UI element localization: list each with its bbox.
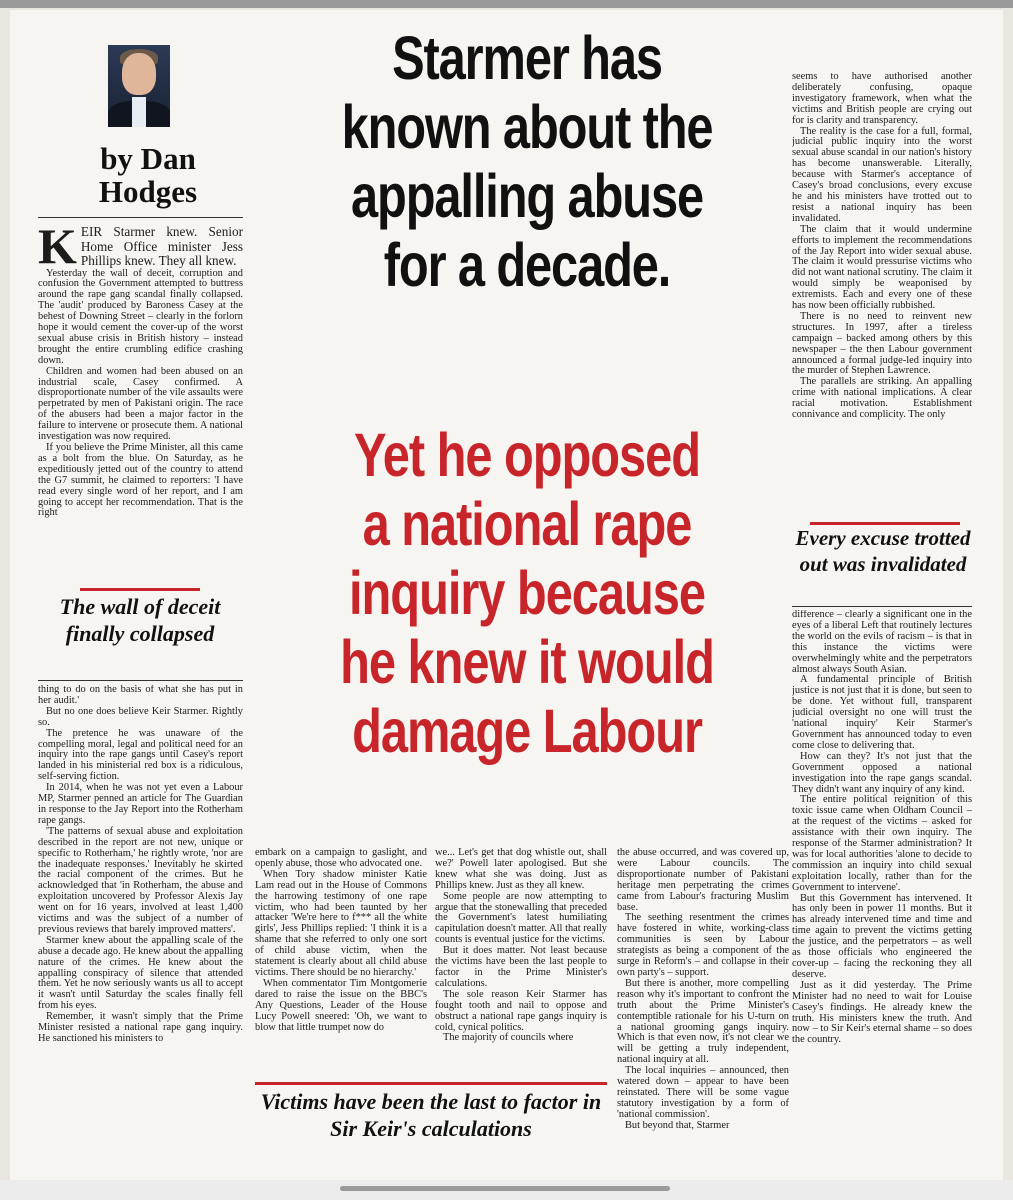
paragraph: seems to have authorised another deliberately confusing, opaque investigatory framework, when what the victims and British people are crying out for is clarity and transparency. bbox=[792, 72, 972, 126]
subhead-line: damage Labour bbox=[352, 697, 702, 765]
drop-cap: K bbox=[38, 225, 77, 274]
paragraph: But there is another, more compelling reason why it's important to confront the truth about the Prime Minister's contemptible rationale for his U-turn on a national grooming gangs inquiry. Which is that even now, it's not clear we will be getting a truly independent, national inquiry at all. bbox=[617, 977, 789, 1066]
article-column-2 bbox=[255, 848, 427, 1080]
author-photo bbox=[108, 45, 170, 127]
paragraph: The sole reason Keir Starmer has fought tooth and nail to oppose and obstruct a national rape gangs inquiry is cold, cynical politics. bbox=[435, 988, 607, 1033]
paragraph: The pretence he was unaware of the compelling moral, legal and political need for an inquiry into the rape gangs until Casey's report landed in his ministerial red box is a ridiculous, self-serving fiction. bbox=[38, 727, 243, 783]
headline-line: Starmer has bbox=[392, 24, 662, 92]
paragraph: Starmer knew about the appalling scale of the abuse a decade ago. He knew about the appalling nature of the crimes. He knew about the appalling conspiracy of silence that attended them. Yet he now seriously wants us all to accept it wasn't until Saturday the scales finally fell from his eyes. bbox=[38, 934, 243, 1012]
subhead-line: a national rape bbox=[362, 490, 692, 558]
paragraph: The seething resentment the crimes have fostered in white, working-class communities is seen by Labour strategists as being a component of the surge in Reform's – and collapse in their own party's – support. bbox=[617, 912, 789, 978]
phone-status-strip bbox=[0, 0, 1013, 8]
subhead-line: he knew it would bbox=[340, 628, 714, 696]
lead-paragraph: KEIR Starmer knew. Senior Home Office minister Jess Phillips knew. They all knew. bbox=[38, 225, 243, 274]
subhead-line: Yet he opposed bbox=[353, 421, 701, 489]
paragraph: difference – clearly a significant one in the eyes of a liberal Left that routinely lectures the world on the evils of racism – is that in this instance the victims were overwhelmingly white and the perpetrators almost always South Asian. bbox=[792, 610, 972, 675]
paragraph: 'The patterns of sexual abuse and exploitation described in the report are not new, unique or specific to Rotherham,' he rightly wrote, 'nor are the inadequate responses.' Inevitably he skirted the racial component of the crimes. But he acknowledged that 'in Rotherham, the abuse and exploitation uncovered by Professor Alexis Jay went on for 16 years, involved at least 1,400 victims and was the subject of a number of previous reviews that barely improved matters'. bbox=[38, 825, 243, 935]
newspaper-page bbox=[10, 10, 1003, 1180]
byline-rule bbox=[38, 217, 243, 218]
paragraph: If you believe the Prime Minister, all this came as a bolt from the blue. On Saturday, as he expeditiously jetted out of the country to attend the G7 summit, he claimed to reporters: 'I have read every single word of her report, and I am going to accept her recommendation. That is the right bbox=[38, 442, 243, 519]
subhead-line: inquiry because bbox=[349, 559, 705, 627]
pull-quote-wall-of-deceit: The wall of deceit finally collapsed bbox=[59, 594, 221, 646]
paragraph: Yesterday the wall of deceit, corruption and confusion the Government attempted to buttress around the rape gang scandal finally collapsed. The 'audit' produced by Baroness Casey at the behest of Downing Street – clearly in the forlorn hope it would cement the cover-up of the worst sexual abuse crisis in British history – instead brought the entire crumbling edifice crashing down. bbox=[38, 267, 243, 366]
paragraph: But it does matter. Not least because the victims have been the last people to factor in the Prime Minister's calculations. bbox=[435, 945, 607, 989]
pull-quote-rule bbox=[38, 680, 243, 681]
byline: by Dan Hodges bbox=[98, 141, 198, 209]
home-indicator[interactable] bbox=[340, 1186, 670, 1191]
paragraph: Just as it did yesterday. The Prime Minister had no need to wait for Louise Casey's findings. He already knew the truth. His ministers knew the truth. And now – to Sir Keir's eternal shame – so does the country. bbox=[792, 979, 972, 1046]
article-column-5-lower bbox=[792, 610, 972, 1170]
article-column-1-lower bbox=[38, 685, 243, 1170]
paragraph: Remember, it wasn't simply that the Prime Minister resisted a national rape gang inquiry. He sanctioned his ministers to bbox=[38, 1011, 243, 1044]
paragraph: But no one does believe Keir Starmer. Rightly so. bbox=[38, 705, 243, 728]
paragraph: The parallels are striking. An appalling crime with national implications. A clear racial motivation. Establishment connivance and complicity. The only bbox=[792, 376, 972, 421]
paragraph: But beyond that, Starmer bbox=[625, 1119, 730, 1131]
headline-line: for a decade. bbox=[383, 231, 671, 299]
paragraph: The claim that it would undermine efforts to implement the recommendations of the Jay Report into wider sexual abuse. The claim it would pressurise victims who did not want national scrutiny. The claim it would simply be weaponised by extremists. Each and every one of these has now been officially rubbished. bbox=[792, 223, 972, 312]
headline-line: appalling abuse bbox=[351, 162, 703, 230]
headline-line: known about the bbox=[341, 93, 713, 161]
paragraph: When commentator Tim Montgomerie dared to raise the issue on the BBC's Any Questions, Leader of the House Lucy Powell sneered: 'Oh, we want to blow that little trumpet now do bbox=[255, 977, 427, 1033]
article-column-4 bbox=[617, 848, 789, 1170]
paragraph: The entire political reignition of this toxic issue came when Oldham Council – at the request of the victims – asked for assistance with their own inquiry. The response of the Starmer administration? It was for local authorities 'alone to decide to commission an inquiry into child sexual exploitation locally, rather than for the Government to intervene'. bbox=[792, 794, 972, 893]
subhead bbox=[323, 421, 731, 766]
paragraph: The local inquiries – announced, then watered down – appear to have been reinstated. There will be some vague statutory investigation by a form of 'national commission'. bbox=[617, 1065, 789, 1120]
article-column-3 bbox=[435, 848, 607, 1080]
article-column-1-upper bbox=[38, 225, 243, 590]
paragraph: A fundamental principle of British justice is not just that it is done, but seen to be done. Yet without full, transparent judicial oversight no one will trust the 'national inquiry' Keir Starmer's Government has announced today to even come close to delivering that. bbox=[792, 674, 972, 751]
paragraph: Children and women had been abused on an industrial scale, Casey confirmed. A disproportionate number of the vile assaults were perpetrated by men of Pakistani origin. The race of the abusers had been a major factor in the failure to intervene or prosecute them. A national investigation was now required. bbox=[38, 365, 243, 443]
paragraph: embark on a campaign to gaslight, and openly abuse, those who advocated one. bbox=[255, 848, 427, 869]
paragraph: the abuse occurred, and was covered up, were Labour councils. The disproportionate number of Pakistani heritage men perpetrating the crimes came from Labour's fracturing Muslim base. bbox=[617, 848, 789, 913]
paragraph: Some people are now attempting to argue that the stonewalling that preceded the Government's latest humiliating capitulation doesn't matter. All that really counts is eventual justice for the victims. bbox=[435, 890, 607, 946]
paragraph: When Tory shadow minister Katie Lam read out in the House of Commons the harrowing testimony of one rape victim, who had been taunted by her attacker 'We're here to f*** all the white girls', Jess Phillips replied: 'I think it is a shame that she referred to only one sort of child abuse victim, when the statement is clearly about all child abuse victims. There should be no hierarchy.' bbox=[255, 868, 427, 978]
paragraph: There is no need to reinvent new structures. In 1997, after a tireless campaign – backed among others by this newspaper – the then Labour government announced a formal judge-led inquiry into the murder of Stephen Lawrence. bbox=[792, 310, 972, 377]
headline bbox=[323, 24, 731, 300]
paragraph: we... Let's get that dog whistle out, shall we?' Powell later apologised. But she knew what she was doing. Just as Phillips knew. Just as they all knew. bbox=[435, 848, 607, 891]
pull-quote-rule bbox=[255, 1082, 607, 1085]
paragraph: The majority of councils where bbox=[443, 1032, 574, 1044]
pull-quote-rule bbox=[792, 606, 972, 607]
pull-quote-rule bbox=[80, 588, 200, 591]
paragraph: But this Government has intervened. It has only been in power 11 months. But it has already intervened time and time and time again to prevent the victims getting the justice, and the perpetrators – as well as those officials who engineered the cover-up – facing the reckoning they all deserve. bbox=[792, 892, 972, 980]
article-column-5-upper bbox=[792, 72, 972, 520]
pull-quote-victims: Victims have been the last to factor in Sir Keir's calculations bbox=[260, 1089, 602, 1141]
pull-quote-every-excuse: Every excuse trotted out was invalidated bbox=[795, 526, 971, 576]
paragraph: The reality is the case for a full, formal, judicial public inquiry into the worst sexual abuse scandal in our nation's history has become unanswerable. Literally, because with Starmer's acceptance of Casey's broad conclusions, every excuse he and his ministers have trotted out to resist a national inquiry has been invalidated. bbox=[792, 125, 972, 224]
paragraph: In 2014, when he was not yet even a Labour MP, Starmer penned an article for The Guardian in response to the Jay Report into the Rotherham rape gangs. bbox=[38, 782, 243, 826]
paragraph: thing to do on the basis of what she has put in her audit.' bbox=[38, 685, 243, 706]
paragraph: How can they? It's not just that the Government opposed a national investigation into the rape gangs scandal. They didn't want any inquiry of any kind. bbox=[792, 750, 972, 795]
